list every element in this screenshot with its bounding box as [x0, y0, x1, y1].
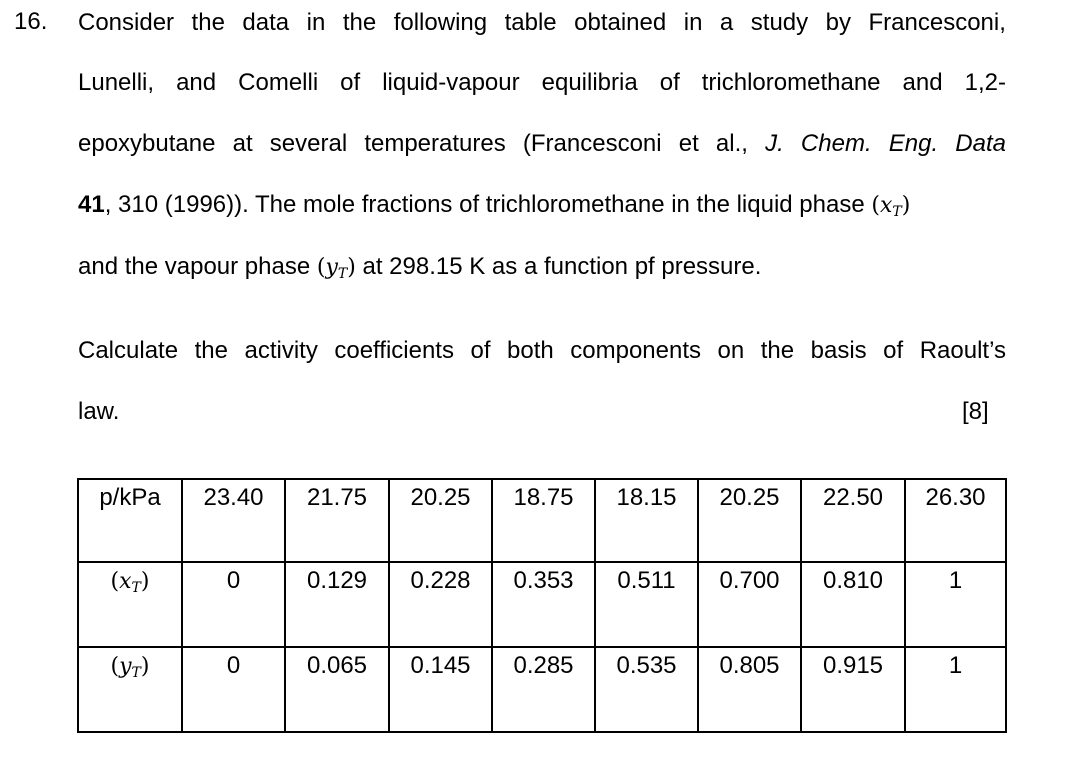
- word: (Francesconi: [522, 130, 662, 157]
- table-cell: 0: [182, 647, 285, 732]
- word: temperatures: [364, 130, 506, 157]
- table-cell: 0.065: [285, 647, 389, 732]
- word: obtained: [574, 9, 667, 36]
- x-t-symbol: [880, 193, 902, 218]
- table-cell: 0.805: [698, 647, 801, 732]
- word: al.,: [715, 130, 748, 157]
- table-cell: 18.15: [595, 479, 698, 562]
- journal-word: Chem.: [800, 130, 872, 157]
- subscript-t: T: [131, 580, 141, 596]
- word: epoxybutane: [78, 130, 216, 157]
- question-line-2: [78, 68, 1006, 98]
- journal-volume: 41: [78, 191, 105, 218]
- word: Francesconi,: [868, 9, 1006, 36]
- table-row-y: [78, 647, 1006, 732]
- close-paren: ): [347, 255, 356, 280]
- word: the: [191, 9, 225, 36]
- table-cell: 20.25: [698, 479, 801, 562]
- question-line-7: law.: [78, 398, 120, 425]
- table-cell: 0.228: [389, 562, 492, 647]
- table-cell: 22.50: [801, 479, 905, 562]
- word: and: [176, 69, 217, 96]
- word: Calculate: [78, 337, 179, 364]
- x-var: x: [119, 569, 132, 594]
- word: of: [340, 69, 361, 96]
- word: of: [470, 337, 491, 364]
- word: basis: [810, 337, 867, 364]
- journal-word: Data: [955, 130, 1006, 157]
- table-cell: 0.145: [389, 647, 492, 732]
- word: of: [659, 69, 680, 96]
- word: on: [717, 337, 745, 364]
- open-paren: (: [110, 654, 120, 679]
- table-cell: 1: [905, 562, 1006, 647]
- line-text: , 310 (1996)). The mole fractions of trichloromethane in the liquid phase: [104, 191, 872, 218]
- table-cell: 18.75: [492, 479, 595, 562]
- subscript-t: T: [892, 204, 902, 220]
- line-text: and the vapour phase: [78, 253, 317, 280]
- word: both: [507, 337, 554, 364]
- marks-label: [8]: [962, 398, 989, 425]
- word: a: [719, 9, 734, 36]
- table-cell: 1: [905, 647, 1006, 732]
- open-paren: (: [871, 193, 880, 218]
- word: activity: [244, 337, 318, 364]
- table-cell: 20.25: [389, 479, 492, 562]
- word: Comelli: [238, 69, 319, 96]
- word: following: [393, 9, 488, 36]
- word: the: [342, 9, 377, 36]
- journal-word: Eng.: [888, 130, 939, 157]
- close-paren: ): [140, 654, 150, 679]
- question-line-5: [78, 252, 761, 289]
- word: by: [825, 9, 852, 36]
- table-cell: 0: [182, 562, 285, 647]
- word: at: [232, 130, 253, 157]
- data-table: [77, 478, 1007, 733]
- table-cell: 0.353: [492, 562, 595, 647]
- table-cell: 0.915: [801, 647, 905, 732]
- table-cell: 0.285: [492, 647, 595, 732]
- word: 1,2-: [964, 69, 1006, 96]
- question-line-6: [78, 336, 1006, 366]
- question-line-3: [78, 129, 1006, 159]
- word: liquid-vapour: [382, 69, 520, 96]
- row-header-x: [78, 562, 182, 647]
- y-var: y: [325, 255, 338, 280]
- table-cell: 0.700: [698, 562, 801, 647]
- question-number: 16.: [14, 8, 48, 35]
- word: of: [883, 337, 904, 364]
- close-paren: ): [901, 193, 911, 218]
- journal-word: J.: [765, 130, 784, 157]
- x-var: x: [879, 193, 893, 218]
- open-paren: (: [316, 255, 326, 280]
- y-t-symbol: [325, 255, 347, 280]
- word: the: [760, 337, 795, 364]
- close-paren: ): [140, 569, 150, 594]
- word: equilibria: [541, 69, 638, 96]
- word: et: [678, 130, 699, 157]
- table-cell: 0.810: [801, 562, 905, 647]
- word: study: [750, 9, 809, 36]
- table-cell: 0.535: [595, 647, 698, 732]
- question-line-1: [78, 8, 1006, 38]
- word: the: [194, 337, 228, 364]
- word: data: [242, 9, 290, 36]
- y-var: y: [119, 654, 132, 679]
- subscript-t: T: [131, 665, 141, 681]
- word: coefficients: [334, 337, 454, 364]
- x-t-symbol: [119, 569, 141, 594]
- word: and: [902, 69, 943, 96]
- subscript-t: T: [337, 266, 348, 282]
- word: Lunelli,: [78, 69, 155, 96]
- word: several: [269, 130, 348, 157]
- table-cell: 26.30: [905, 479, 1006, 562]
- open-paren: (: [110, 569, 120, 594]
- y-t-symbol: [119, 654, 141, 679]
- word: in: [306, 9, 326, 36]
- table-row-pressure: [78, 479, 1006, 562]
- line-text: at 298.15 K as a function pf pressure.: [355, 253, 762, 280]
- word: trichloromethane: [701, 69, 881, 96]
- word: table: [504, 9, 557, 36]
- row-header-y: [78, 647, 182, 732]
- question-line-4: [78, 190, 910, 227]
- table-cell: 0.511: [595, 562, 698, 647]
- word: in: [683, 9, 703, 36]
- table-cell: 23.40: [182, 479, 285, 562]
- row-header-pressure: p/kPa: [78, 479, 182, 562]
- table-row-x: [78, 562, 1006, 647]
- word: components: [570, 337, 701, 364]
- table-cell: 21.75: [285, 479, 389, 562]
- word: Consider: [78, 9, 175, 36]
- word: Raoult’s: [919, 337, 1006, 364]
- table-cell: 0.129: [285, 562, 389, 647]
